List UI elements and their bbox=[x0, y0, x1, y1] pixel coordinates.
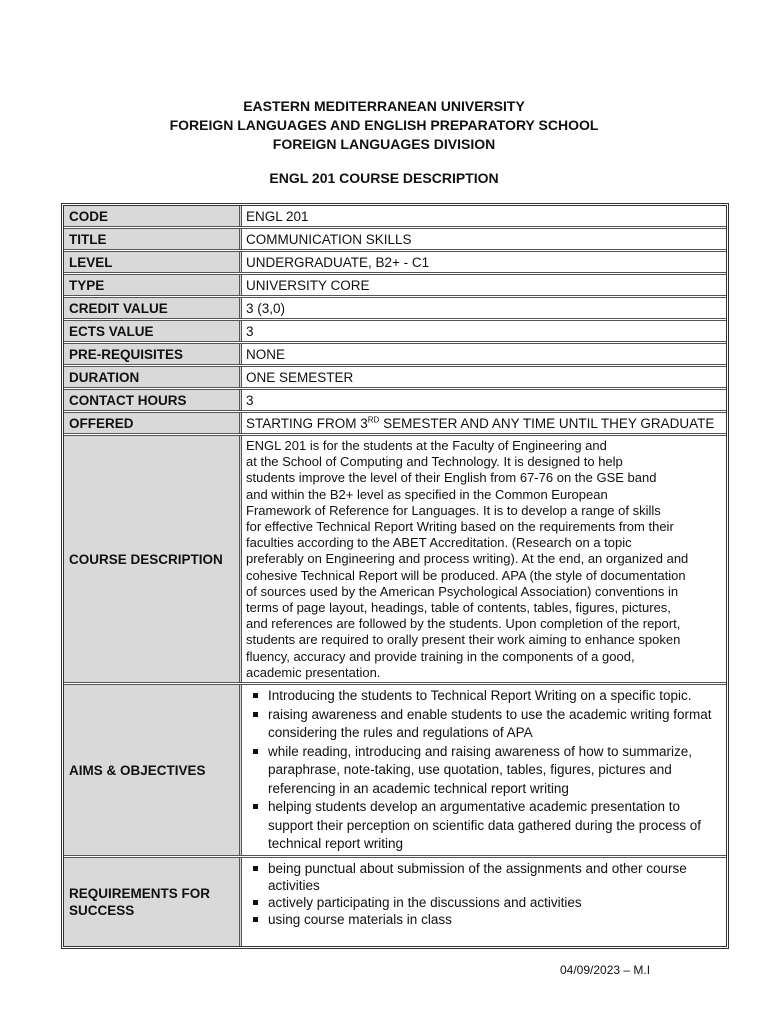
offered-value-sup: RD bbox=[367, 415, 380, 425]
table-row bbox=[64, 858, 726, 946]
institution-header bbox=[0, 97, 768, 154]
aims-label: AIMS & OBJECTIVES bbox=[64, 685, 242, 855]
prereq-label: PRE-REQUISITES bbox=[64, 344, 242, 364]
offered-value-post: SEMESTER AND ANY TIME UNTIL THEY GRADUATE bbox=[379, 416, 715, 431]
prereq-value: NONE bbox=[246, 347, 286, 362]
division-name: FOREIGN LANGUAGES DIVISION bbox=[272, 136, 496, 152]
table-row bbox=[64, 436, 726, 685]
table-row bbox=[64, 275, 726, 298]
ects-value: 3 bbox=[246, 324, 254, 339]
requirements-value bbox=[242, 858, 726, 946]
code-value: ENGL 201 bbox=[246, 209, 309, 224]
footer-date: 04/09/2023 – M.I bbox=[560, 963, 651, 977]
contact-label: CONTACT HOURS bbox=[64, 390, 242, 410]
description-line: and within the B2+ level as specified in the Common European bbox=[246, 486, 608, 502]
list-item: being punctual about submission of the assignments and other course activities bbox=[246, 860, 722, 894]
description-line: terms of page layout, headings, table of contents, tables, figures, pictures, bbox=[246, 600, 671, 616]
table-row bbox=[64, 390, 726, 413]
table-row bbox=[64, 367, 726, 390]
aims-list bbox=[246, 687, 722, 854]
code-label: CODE bbox=[64, 206, 242, 226]
table-row bbox=[64, 252, 726, 275]
credit-value: 3 (3,0) bbox=[246, 301, 286, 316]
contact-value: 3 bbox=[246, 393, 254, 408]
type-label: TYPE bbox=[64, 275, 242, 295]
title-label: TITLE bbox=[64, 229, 242, 249]
list-item: using course materials in class bbox=[246, 911, 722, 928]
description-value bbox=[242, 436, 726, 682]
list-item: actively participating in the discussions and activities bbox=[246, 894, 722, 911]
description-line: ENGL 201 is for the students at the Faculty of Engineering and bbox=[246, 438, 607, 453]
duration-label: DURATION bbox=[64, 367, 242, 387]
aims-value bbox=[242, 685, 726, 855]
description-line: Framework of Reference for Languages. It is to develop a range of skills bbox=[246, 502, 661, 518]
duration-value: ONE SEMESTER bbox=[246, 370, 354, 385]
table-row bbox=[64, 298, 726, 321]
table-row bbox=[64, 413, 726, 436]
description-line: preferably on Engineering and process writing). At the end, an organized and bbox=[246, 551, 689, 567]
description-line: at the School of Computing and Technology. It is designed to help bbox=[246, 454, 623, 470]
description-line: students are required to orally present their work aiming to enhance spoken bbox=[246, 632, 681, 648]
course-table bbox=[61, 203, 729, 949]
level-label: LEVEL bbox=[64, 252, 242, 272]
description-line: for effective Technical Report Writing based on the requirements from their bbox=[246, 519, 674, 535]
description-line: of sources used by the American Psychological Association) conventions in bbox=[246, 583, 679, 599]
table-row bbox=[64, 685, 726, 858]
description-line: and references are followed by the students. Upon completion of the report, bbox=[246, 616, 681, 632]
ects-label: ECTS VALUE bbox=[64, 321, 242, 341]
requirements-list bbox=[246, 860, 722, 928]
list-item: raising awareness and enable students to use the academic writing format considering the rules and regulations of APA bbox=[246, 706, 722, 743]
description-line: academic presentation. bbox=[246, 664, 381, 680]
offered-value-pre: STARTING FROM 3 bbox=[246, 416, 368, 431]
table-row bbox=[64, 321, 726, 344]
document-title: ENGL 201 COURSE DESCRIPTION bbox=[269, 170, 499, 186]
requirements-label: REQUIREMENTS FOR SUCCESS bbox=[64, 858, 242, 946]
table-row bbox=[64, 344, 726, 367]
credit-label: CREDIT VALUE bbox=[64, 298, 242, 318]
offered-label: OFFERED bbox=[64, 413, 242, 433]
offered-value bbox=[242, 413, 726, 433]
type-value: UNIVERSITY CORE bbox=[246, 278, 370, 293]
description-line: fluency, accuracy and provide training in the components of a good, bbox=[246, 648, 635, 664]
description-line: faculties according to the ABET Accreditation. (Research on a topic bbox=[246, 535, 632, 551]
title-value: COMMUNICATION SKILLS bbox=[246, 232, 412, 247]
list-item: helping students develop an argumentative academic presentation to support their perception on scientific data gathered during the process of technical report writing bbox=[246, 798, 722, 854]
description-line: cohesive Technical Report will be produced. APA (the style of documentation bbox=[246, 567, 686, 583]
university-name: EASTERN MEDITERRANEAN UNIVERSITY bbox=[243, 98, 525, 114]
description-label: COURSE DESCRIPTION bbox=[64, 436, 242, 682]
description-line: students improve the level of their English from 67-76 on the GSE band bbox=[246, 470, 657, 486]
table-row bbox=[64, 206, 726, 229]
list-item: while reading, introducing and raising awareness of how to summarize, paraphrase, note-taking, use quotation, tables, figures, pictures and referencing in an academic technical report writing bbox=[246, 743, 722, 799]
school-name: FOREIGN LANGUAGES AND ENGLISH PREPARATORY SCHOOL bbox=[169, 117, 599, 133]
list-item: Introducing the students to Technical Report Writing on a specific topic. bbox=[246, 687, 722, 706]
table-row bbox=[64, 229, 726, 252]
level-value: UNDERGRADUATE, B2+ - C1 bbox=[246, 255, 430, 270]
